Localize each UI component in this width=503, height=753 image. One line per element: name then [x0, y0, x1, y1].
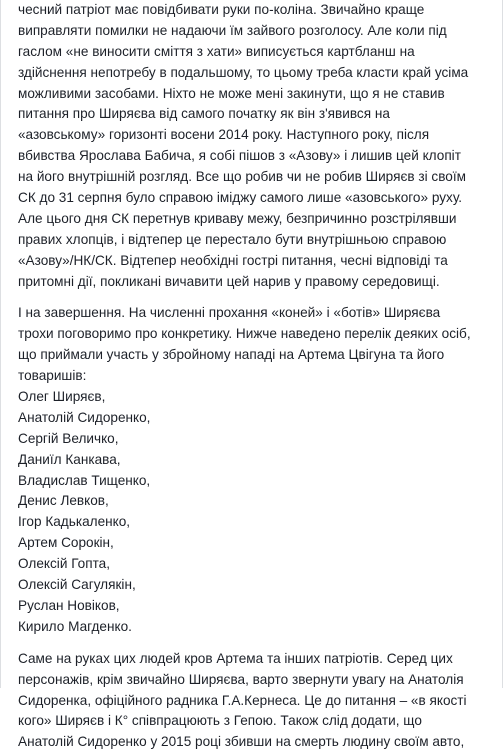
list-item: Даниїл Канкава,	[18, 451, 121, 467]
text-line: здійснення непотребу в подальшому, то цьому треба класти край усіма	[18, 64, 469, 80]
paragraph-3	[18, 649, 484, 753]
text-line: можливими засобами. Ніхто не може мені закинути, що я не ставив	[18, 85, 445, 101]
list-item: Ігор Кадькаленко,	[18, 514, 131, 530]
names-list	[18, 387, 484, 638]
text-line: притомні дії, покликані вичавити цей нарив у правому середовищі.	[18, 273, 440, 289]
text-line: на його внутрішній розгляд. Все що робив чи не робив Ширяєв зі своїм	[18, 169, 466, 185]
list-item: Анатолій Сидоренко,	[18, 409, 151, 425]
list-item: Денис Левков,	[18, 493, 109, 509]
list-item: Олексій Гопта,	[18, 556, 110, 572]
text-line: питання про Ширяєва від самого початку як він з'явився на	[18, 106, 390, 122]
text-line: товаришів:	[18, 368, 87, 384]
list-item: Руслан Новіков,	[18, 597, 120, 613]
list-item: Кирило Магденко.	[18, 618, 132, 634]
text-line: чесний патріот має повідбивати руки по-коліна. Звичайно краще	[18, 2, 425, 17]
text-line: гаслом «не виносити сміття з хати» виписується картбланш на	[18, 43, 415, 59]
text-line: СК до 31 серпня було справою іміджу самого лише «азовського» руху.	[18, 190, 463, 206]
text-line: трохи поговоримо про конкретику. Нижче наведено перелік деяких осіб,	[18, 326, 471, 342]
text-line: виправляти помилки не надаючи їм зайвого розголосу. Але коли під	[18, 22, 447, 38]
text-line: «Азову»/НК/СК. Відтепер необхідні гострі питання, чесні відповіді та	[18, 252, 448, 268]
text-line: Анатолій Сидоренко у 2015 році збивши на смерть людину своїм авто,	[18, 734, 465, 750]
list-item: Олег Ширяєв,	[18, 389, 106, 405]
text-line: Але цього дня СК перетнув криваву межу, безпричинно розстрілявши	[18, 210, 457, 226]
text-line: вбивства Ярослава Бабича, я собі пішов з «Азову» і лишив цей клопіт	[18, 148, 461, 164]
text-line: що приймали участь у збройному нападі на Артема Цвігуна та його	[18, 347, 445, 363]
list-item: Олексій Сагулякін,	[18, 577, 136, 593]
list-item: Артем Сорокін,	[18, 535, 114, 551]
text-line: Саме на руках цих людей кров Артема та інших патріотів. Серед цих	[18, 650, 453, 666]
list-item: Сергій Величко,	[18, 430, 119, 446]
text-line: правих хлопців, і відтепер це перестало бути внутрішньою справою	[18, 231, 447, 247]
text-line: «азовському» горизонті восени 2014 року. Наступного року, після	[18, 127, 430, 143]
text-line: Сидоренка, офіційного радника Г.А.Кернеса. Це до питання – «в якості	[18, 692, 467, 708]
paragraph-spacer	[18, 638, 484, 649]
text-line: кого» Ширяєв і К° співпрацюють з Гепою. Також слід додати, що	[18, 713, 422, 729]
paragraph-2	[18, 303, 484, 387]
list-item: Владислав Тищенко,	[18, 472, 151, 488]
paragraph-1	[18, 0, 484, 292]
paragraph-spacer	[18, 292, 484, 303]
text-line: персонажів, крім звичайно Ширяєва, варто звернути увагу на Анатолія	[18, 671, 464, 687]
text-line: І на завершення. На численні прохання «коней» і «ботів» Ширяєва	[18, 305, 441, 321]
